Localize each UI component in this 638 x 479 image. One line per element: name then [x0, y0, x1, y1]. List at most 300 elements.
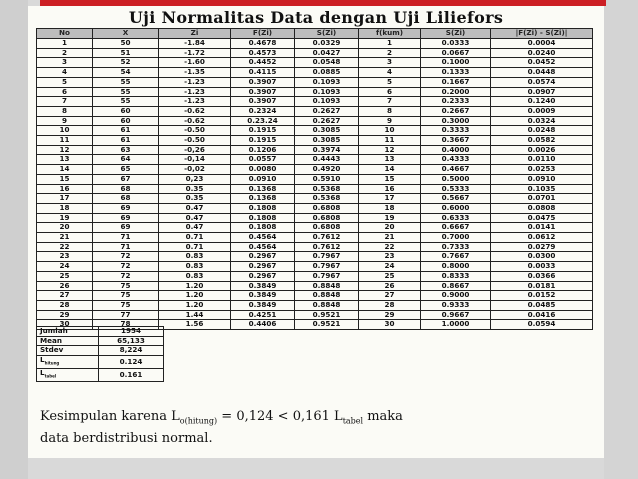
table-cell: 20: [359, 223, 421, 233]
table-cell: 0.47: [159, 203, 231, 213]
column-header: f(kum): [359, 29, 421, 39]
table-cell: 0.0026: [491, 145, 593, 155]
table-cell: 0.0885: [295, 68, 359, 78]
table-cell: 0.1808: [231, 213, 295, 223]
table-cell: 0.8000: [421, 262, 491, 272]
table-row: [37, 68, 593, 78]
table-cell: 0.2627: [295, 106, 359, 116]
table-cell: -1.23: [159, 87, 231, 97]
table-cell: 0.7612: [295, 242, 359, 252]
table-row: [37, 281, 593, 291]
table-row: [37, 136, 593, 146]
table-cell: 0.5368: [295, 184, 359, 194]
table-cell: 0.0612: [491, 233, 593, 243]
column-header: F(Zi): [231, 29, 295, 39]
column-header: |F(Zi) - S(Zi)|: [491, 29, 593, 39]
table-cell: 0.4667: [421, 165, 491, 175]
table-cell: 0.1035: [491, 184, 593, 194]
table-cell: 0.47: [159, 213, 231, 223]
mean-label: Mean: [37, 336, 99, 346]
table-cell: 17: [359, 194, 421, 204]
table-cell: 78: [93, 320, 159, 330]
right-margin-band: [604, 0, 638, 479]
table-cell: 71: [93, 242, 159, 252]
table-row: [37, 213, 593, 223]
table-cell: 71: [93, 233, 159, 243]
table-cell: 0.1206: [231, 145, 295, 155]
table-cell: 0.3667: [421, 136, 491, 146]
table-cell: 0.0907: [491, 87, 593, 97]
table-cell: 0.0667: [421, 48, 491, 58]
table-cell: 0.8333: [421, 271, 491, 281]
table-cell: -0,02: [159, 165, 231, 175]
table-cell: 0.4406: [231, 320, 295, 330]
column-header: S(Zi): [295, 29, 359, 39]
table-cell: 0.6808: [295, 203, 359, 213]
table-cell: 55: [93, 97, 159, 107]
table-cell: 0.0808: [491, 203, 593, 213]
ltabel-label: [37, 369, 99, 382]
table-cell: 14: [37, 165, 93, 175]
table-cell: 75: [93, 291, 159, 301]
table-cell: 21: [359, 233, 421, 243]
ltabel-letter: L: [40, 368, 45, 378]
table-cell: 0.0485: [491, 300, 593, 310]
conclusion-text: [40, 408, 600, 447]
table-row: [37, 58, 593, 68]
table-row: [37, 145, 593, 155]
table-cell: -1.35: [159, 68, 231, 78]
table-cell: 0.8848: [295, 291, 359, 301]
table-cell: 19: [37, 213, 93, 223]
column-header: Zi: [159, 29, 231, 39]
table-cell: 0.7000: [421, 233, 491, 243]
table-row: [37, 39, 593, 49]
table-cell: 50: [93, 39, 159, 49]
table-cell: 1.20: [159, 300, 231, 310]
table-cell: 0.3849: [231, 281, 295, 291]
summary-table: [36, 326, 164, 382]
table-row: [37, 223, 593, 233]
table-cell: 61: [93, 136, 159, 146]
table-cell: 0.1093: [295, 97, 359, 107]
table-cell: 27: [359, 291, 421, 301]
table-cell: 0.6808: [295, 223, 359, 233]
conclusion-line2: data berdistribusi normal.: [40, 430, 213, 446]
table-cell: 0.1808: [231, 203, 295, 213]
table-cell: 1.20: [159, 281, 231, 291]
table-cell: 0.0452: [491, 58, 593, 68]
table-cell: 54: [93, 68, 159, 78]
table-cell: 0.7967: [295, 252, 359, 262]
table-cell: 0.1915: [231, 126, 295, 136]
table-cell: 0.0910: [231, 174, 295, 184]
conclusion-sub1: o(hitung): [179, 416, 218, 426]
table-cell: 61: [93, 126, 159, 136]
table-cell: 0.8667: [421, 281, 491, 291]
table-cell: 0.0152: [491, 291, 593, 301]
table-cell: 0.9333: [421, 300, 491, 310]
liliefors-table: [36, 28, 593, 330]
summary-row-ltabel: [37, 369, 164, 382]
table-row: [37, 291, 593, 301]
table-cell: 0.2333: [421, 97, 491, 107]
table-cell: 0.3085: [295, 126, 359, 136]
table-cell: 0.1000: [421, 58, 491, 68]
table-cell: 72: [93, 262, 159, 272]
jumlah-label: Jumlah: [37, 327, 99, 337]
table-cell: 21: [37, 233, 93, 243]
table-cell: 24: [37, 262, 93, 272]
table-cell: 0.2324: [231, 106, 295, 116]
table-cell: 60: [93, 116, 159, 126]
summary-row-lhitung: [37, 356, 164, 369]
table-cell: 23: [37, 252, 93, 262]
table-cell: 0.0279: [491, 242, 593, 252]
table-cell: 0.0557: [231, 155, 295, 165]
table-cell: 1: [37, 39, 93, 49]
table-cell: 1.44: [159, 310, 231, 320]
table-cell: 29: [37, 310, 93, 320]
table-cell: 0.2000: [421, 87, 491, 97]
table-cell: 0.4333: [421, 155, 491, 165]
table-cell: 0.35: [159, 184, 231, 194]
table-cell: 0.6000: [421, 203, 491, 213]
lhitung-value: 0.124: [99, 356, 164, 369]
table-cell: 6: [37, 87, 93, 97]
table-cell: 28: [37, 300, 93, 310]
table-cell: 69: [93, 213, 159, 223]
table-cell: 0.0033: [491, 262, 593, 272]
table-cell: 14: [359, 165, 421, 175]
table-cell: 24: [359, 262, 421, 272]
table-cell: -1.23: [159, 77, 231, 87]
table-cell: 0.3085: [295, 136, 359, 146]
table-cell: 0.83: [159, 252, 231, 262]
table-cell: -1.84: [159, 39, 231, 49]
table-cell: 0.7333: [421, 242, 491, 252]
table-cell: 1: [359, 39, 421, 49]
table-cell: 0,23: [159, 174, 231, 184]
table-cell: 7: [359, 97, 421, 107]
table-cell: 77: [93, 310, 159, 320]
table-cell: 17: [37, 194, 93, 204]
table-row: [37, 233, 593, 243]
table-cell: 0.3974: [295, 145, 359, 155]
table-cell: 64: [93, 155, 159, 165]
table-header-row: [37, 29, 593, 39]
table-cell: 4: [37, 68, 93, 78]
table-cell: 1.56: [159, 320, 231, 330]
table-cell: 29: [359, 310, 421, 320]
table-cell: 0.0248: [491, 126, 593, 136]
table-cell: 0.0427: [295, 48, 359, 58]
table-cell: 0.5667: [421, 194, 491, 204]
summary-row-mean: [37, 336, 164, 346]
table-cell: 51: [93, 48, 159, 58]
table-row: [37, 106, 593, 116]
table-cell: 0.3000: [421, 116, 491, 126]
table-cell: 0.71: [159, 242, 231, 252]
table-cell: 55: [93, 87, 159, 97]
table-cell: 0.2627: [295, 116, 359, 126]
table-cell: 10: [37, 126, 93, 136]
table-cell: 0.71: [159, 233, 231, 243]
table-cell: 1.0000: [421, 320, 491, 330]
table-row: [37, 310, 593, 320]
table-cell: 75: [93, 300, 159, 310]
table-cell: 0.2967: [231, 262, 295, 272]
table-cell: 0.4573: [231, 48, 295, 58]
table-cell: 25: [37, 271, 93, 281]
table-cell: -1.72: [159, 48, 231, 58]
table-cell: 0.4564: [231, 233, 295, 243]
table-cell: 0.9000: [421, 291, 491, 301]
table-cell: 3: [359, 58, 421, 68]
table-cell: 0.0253: [491, 165, 593, 175]
table-cell: 0.0004: [491, 39, 593, 49]
table-cell: 22: [359, 242, 421, 252]
table-cell: -0,26: [159, 145, 231, 155]
table-cell: 19: [359, 213, 421, 223]
table-row: [37, 155, 593, 165]
table-cell: 0.0594: [491, 320, 593, 330]
table-cell: 0.5368: [295, 194, 359, 204]
table-cell: 0.0110: [491, 155, 593, 165]
table-cell: -0,14: [159, 155, 231, 165]
table-cell: 52: [93, 58, 159, 68]
table-cell: 0.0416: [491, 310, 593, 320]
table-cell: 0.4678: [231, 39, 295, 49]
stdev-value: 8,224: [99, 346, 164, 356]
table-cell: 0.0448: [491, 68, 593, 78]
table-cell: 0.1368: [231, 194, 295, 204]
table-cell: 27: [37, 291, 93, 301]
table-cell: 0.1333: [421, 68, 491, 78]
table-cell: 0.0475: [491, 213, 593, 223]
table-cell: 72: [93, 271, 159, 281]
table-cell: 0.3333: [421, 126, 491, 136]
table-cell: -0.62: [159, 106, 231, 116]
table-cell: 0.4443: [295, 155, 359, 165]
table-cell: 0.4251: [231, 310, 295, 320]
table-cell: 0.83: [159, 271, 231, 281]
table-cell: 0.6808: [295, 213, 359, 223]
table-cell: 63: [93, 145, 159, 155]
conclusion-sub2: tabel: [342, 416, 364, 426]
table-cell: 0.35: [159, 194, 231, 204]
table-row: [37, 242, 593, 252]
table-row: [37, 48, 593, 58]
table-cell: 0.0080: [231, 165, 295, 175]
table-cell: 12: [37, 145, 93, 155]
table-cell: 11: [37, 136, 93, 146]
table-cell: 0.4115: [231, 68, 295, 78]
table-cell: 30: [359, 320, 421, 330]
mean-value: 65,133: [99, 336, 164, 346]
table-row: [37, 252, 593, 262]
table-cell: 16: [37, 184, 93, 194]
table-cell: 8: [359, 106, 421, 116]
table-cell: 0.4564: [231, 242, 295, 252]
ltabel-value: 0.161: [99, 369, 164, 382]
table-cell: 30: [37, 320, 93, 330]
table-cell: 0.7667: [421, 252, 491, 262]
table-cell: 4: [359, 68, 421, 78]
table-cell: 0.23.24: [231, 116, 295, 126]
table-row: [37, 262, 593, 272]
lhitung-label: [37, 356, 99, 369]
table-cell: 60: [93, 106, 159, 116]
table-cell: 0.4920: [295, 165, 359, 175]
table-cell: -0.62: [159, 116, 231, 126]
table-cell: 55: [93, 77, 159, 87]
table-cell: 0.0910: [491, 174, 593, 184]
table-cell: 0.7967: [295, 262, 359, 272]
table-cell: 0.8848: [295, 300, 359, 310]
table-row: [37, 126, 593, 136]
table-row: [37, 116, 593, 126]
table-row: [37, 271, 593, 281]
summary-row-stdev: [37, 346, 164, 356]
table-cell: 13: [37, 155, 93, 165]
table-cell: 0.9521: [295, 320, 359, 330]
table-cell: 0.5333: [421, 184, 491, 194]
table-cell: 0.1368: [231, 184, 295, 194]
table-cell: 0.4000: [421, 145, 491, 155]
table-cell: 69: [93, 203, 159, 213]
table-cell: 0.4452: [231, 58, 295, 68]
table-cell: 23: [359, 252, 421, 262]
table-cell: 16: [359, 184, 421, 194]
table-cell: 0.1093: [295, 87, 359, 97]
table-cell: 15: [359, 174, 421, 184]
table-cell: -0.50: [159, 136, 231, 146]
table-cell: 0.0582: [491, 136, 593, 146]
table-cell: 18: [359, 203, 421, 213]
table-cell: 0.0181: [491, 281, 593, 291]
table-cell: 0.3849: [231, 300, 295, 310]
column-header: X: [93, 29, 159, 39]
column-header: S(Zi): [421, 29, 491, 39]
table-cell: 0.6333: [421, 213, 491, 223]
table-cell: 6: [359, 87, 421, 97]
table-cell: 12: [359, 145, 421, 155]
table-cell: 0.1808: [231, 223, 295, 233]
table-cell: 0.6667: [421, 223, 491, 233]
table-cell: 67: [93, 174, 159, 184]
table-cell: 0.1915: [231, 136, 295, 146]
table-cell: 0.5000: [421, 174, 491, 184]
table-row: [37, 87, 593, 97]
table-cell: 11: [359, 136, 421, 146]
lhitung-letter: L: [40, 355, 45, 365]
table-row: [37, 174, 593, 184]
table-cell: 0.0333: [421, 39, 491, 49]
table-cell: 0.3907: [231, 97, 295, 107]
table-cell: 28: [359, 300, 421, 310]
table-cell: 5: [359, 77, 421, 87]
table-row: [37, 184, 593, 194]
table-cell: 0.7967: [295, 271, 359, 281]
table-cell: 72: [93, 252, 159, 262]
table-cell: -1.23: [159, 97, 231, 107]
table-cell: 0.9521: [295, 310, 359, 320]
table-cell: 0.5910: [295, 174, 359, 184]
table-cell: 0.1667: [421, 77, 491, 87]
table-cell: 0.2667: [421, 106, 491, 116]
table-row: [37, 300, 593, 310]
table-cell: 3: [37, 58, 93, 68]
table-cell: 25: [359, 271, 421, 281]
table-cell: 15: [37, 174, 93, 184]
table-cell: 0.3907: [231, 87, 295, 97]
jumlah-value: 1954: [99, 327, 164, 337]
table-cell: 68: [93, 194, 159, 204]
table-cell: 68: [93, 184, 159, 194]
lhitung-subscript: hitung: [44, 360, 60, 366]
stdev-label: Stdev: [37, 346, 99, 356]
table-cell: 0.0329: [295, 39, 359, 49]
conclusion-part1: Kesimpulan karena L: [40, 409, 180, 424]
table-cell: 8: [37, 106, 93, 116]
table-cell: 26: [37, 281, 93, 291]
table-row: [37, 77, 593, 87]
document-title: Uji Normalitas Data dengan Uji Liliefors: [128, 8, 504, 27]
table-row: [37, 203, 593, 213]
table-cell: 0.1240: [491, 97, 593, 107]
table-cell: 0.2967: [231, 271, 295, 281]
table-cell: 0.0574: [491, 77, 593, 87]
table-cell: 0.47: [159, 223, 231, 233]
table-cell: 0.0548: [295, 58, 359, 68]
table-row: [37, 97, 593, 107]
conclusion-part2: = 0,124 < 0,161 L: [217, 409, 343, 424]
table-cell: 69: [93, 223, 159, 233]
table-cell: 7: [37, 97, 93, 107]
table-cell: 0.2967: [231, 252, 295, 262]
table-cell: 0.0324: [491, 116, 593, 126]
conclusion-part3: maka: [363, 409, 403, 424]
left-margin-band: [0, 0, 28, 479]
table-row: [37, 194, 593, 204]
table-cell: 0.8848: [295, 281, 359, 291]
table-cell: 5: [37, 77, 93, 87]
table-cell: 2: [359, 48, 421, 58]
table-cell: 0.7612: [295, 233, 359, 243]
table-cell: 0.0300: [491, 252, 593, 262]
table-cell: 0.0009: [491, 106, 593, 116]
column-header: No: [37, 29, 93, 39]
table-cell: 0.0366: [491, 271, 593, 281]
table-cell: 13: [359, 155, 421, 165]
table-cell: 75: [93, 281, 159, 291]
table-cell: 0.0701: [491, 194, 593, 204]
table-cell: 10: [359, 126, 421, 136]
table-cell: 65: [93, 165, 159, 175]
table-cell: 22: [37, 242, 93, 252]
table-cell: 0.0141: [491, 223, 593, 233]
table-cell: 0.83: [159, 262, 231, 272]
table-cell: 9: [37, 116, 93, 126]
table-cell: -0.50: [159, 126, 231, 136]
summary-row-jumlah: [37, 327, 164, 337]
table-cell: 0.3849: [231, 291, 295, 301]
table-cell: 18: [37, 203, 93, 213]
table-row: [37, 165, 593, 175]
table-cell: 0.1093: [295, 77, 359, 87]
scanned-document: [28, 6, 604, 458]
